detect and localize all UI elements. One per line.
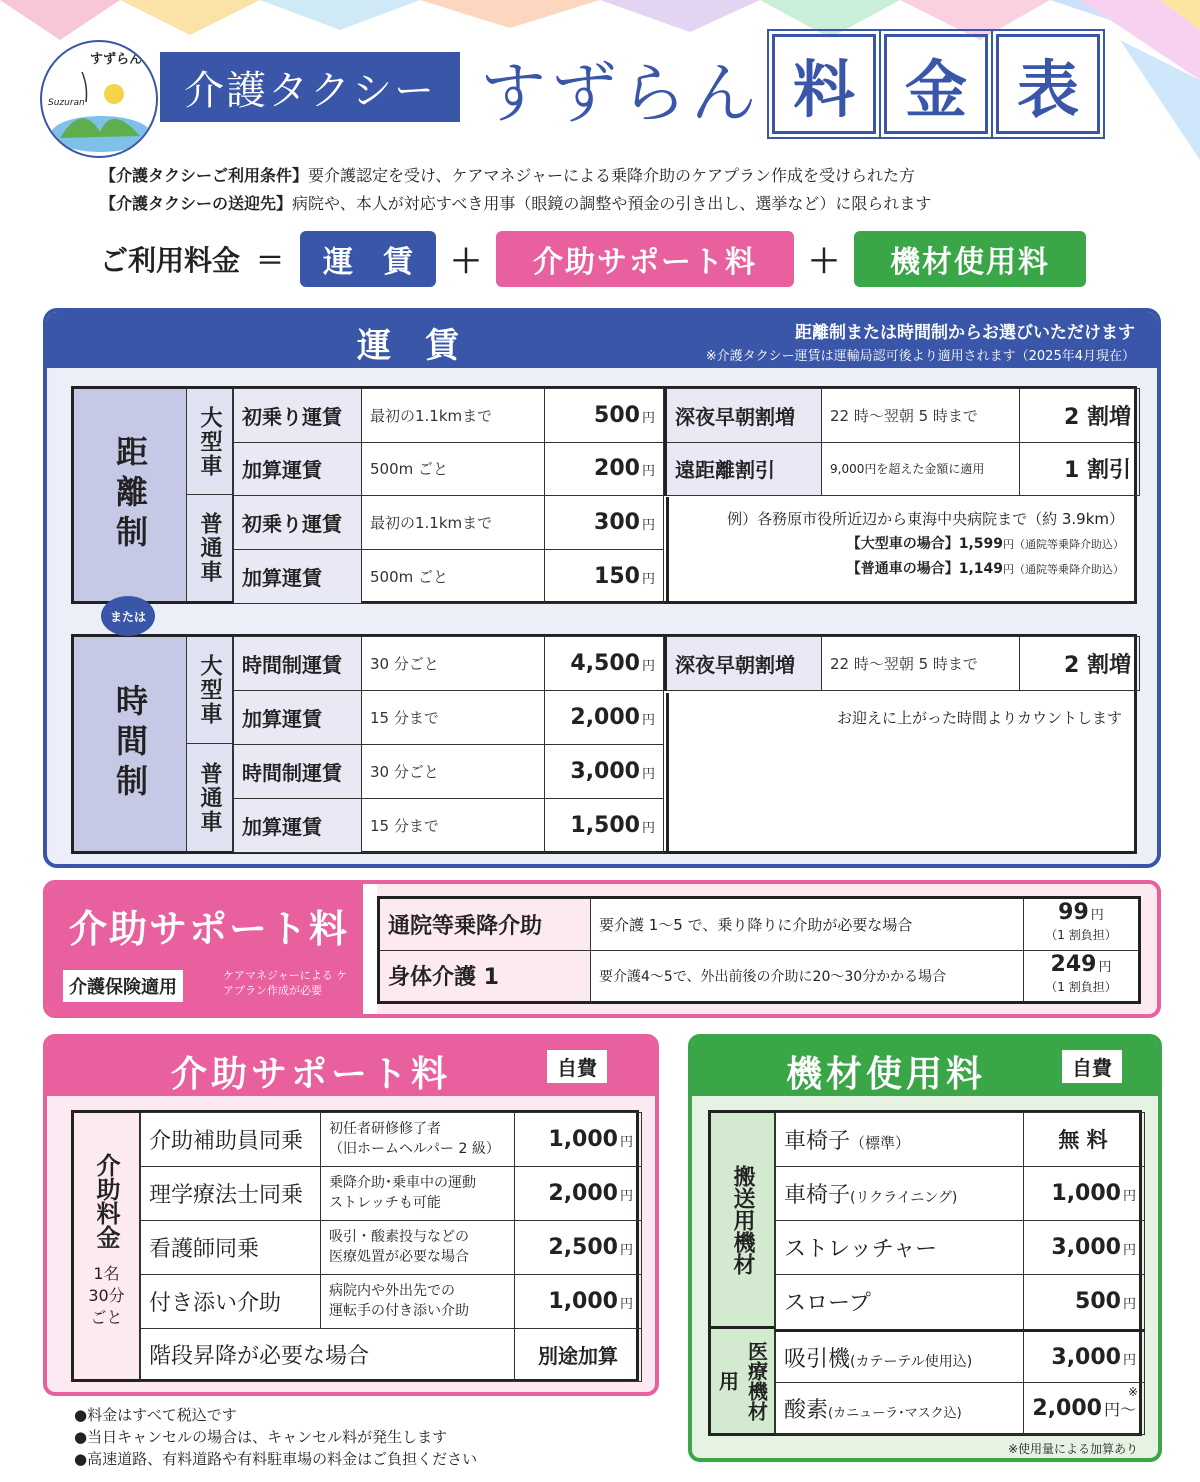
distance-label: 距離制 — [74, 389, 187, 601]
table-row — [141, 1112, 642, 1166]
equipment-rows — [775, 1112, 1145, 1330]
banner — [160, 52, 460, 122]
row-name: 車椅子（標準） — [776, 1112, 1024, 1166]
row-desc: 乗降介助･乗車中の運動 ストレッチも可能 — [321, 1166, 515, 1220]
support-insurance-section — [43, 880, 1161, 1018]
row-price: 500 円 — [1024, 1275, 1145, 1329]
row-price: 2,000 円 — [515, 1166, 642, 1220]
support-side-unit: 1名 30分 ごと — [88, 1264, 125, 1327]
logo-text: すずらん — [90, 52, 143, 67]
fare-note-2: ※介護タクシー運賃は運輸局認可後より適用されます（2025年4月現在） — [705, 349, 1135, 364]
row-price: 150 円 — [545, 549, 664, 603]
formula-support: 介助サポート料 — [496, 231, 794, 287]
row-desc: 15 分まで — [362, 690, 545, 744]
row-desc: 最初の1.1kmまで — [362, 388, 545, 442]
table-row — [141, 1328, 642, 1381]
row-name: 酸素(カニューラ･マスク込) — [776, 1383, 1024, 1435]
fee-formula — [100, 230, 1086, 288]
medical-group-label: 医療機材用 — [711, 1329, 775, 1433]
table-row — [234, 549, 664, 603]
row-desc: 500m ごと — [362, 549, 545, 603]
row-desc: 病院内や外出先での 運転手の付き添い介助 — [321, 1274, 515, 1328]
row-price: 4,500 円 — [545, 636, 664, 690]
row-name: 通院等乗降介助 — [379, 898, 591, 951]
table-row — [776, 1383, 1145, 1435]
row-value: 2 割増 — [1020, 636, 1140, 690]
row-name: 加算運賃 — [234, 442, 362, 495]
stairs-price: 別途加算 — [515, 1328, 642, 1381]
row-price: 99 円 （1 割負担） — [1024, 898, 1140, 951]
conditions — [100, 162, 931, 218]
row-price: 500 円 — [545, 388, 664, 442]
table-row — [776, 1112, 1145, 1166]
row-name: 介助補助員同乗 — [141, 1112, 321, 1166]
fare-header — [47, 312, 1157, 368]
row-desc: 要介護 1〜5 で、乗り降りに介助が必要な場合 — [591, 898, 1024, 951]
equipment-header — [692, 1038, 1158, 1096]
row-desc: 9,000円を超えた金額に適用 — [822, 442, 1020, 495]
row-desc: 500m ごと — [362, 442, 545, 495]
table-row — [234, 495, 664, 549]
table-row — [776, 1275, 1145, 1329]
table-row — [666, 636, 1140, 690]
row-name: 初乗り運賃 — [234, 388, 362, 442]
row-name: 遠距離割引 — [666, 442, 822, 495]
transport-group-label: 搬送用機材 — [711, 1113, 775, 1329]
note-line: ●当日キャンセルの場合は、キャンセル料が発生します — [74, 1428, 448, 1446]
row-name: 加算運賃 — [234, 690, 362, 744]
formula-plus: ＋ — [450, 242, 483, 280]
row-price: 3,000 円 — [1024, 1331, 1145, 1383]
row-value: 2 割増 — [1020, 388, 1140, 442]
row-price: 2,500 円 — [515, 1220, 642, 1274]
row-name: 加算運賃 — [234, 549, 362, 603]
row-value: 1 割引 — [1020, 442, 1140, 495]
row-name: 深夜早朝割増 — [666, 636, 822, 690]
distance-surcharges — [664, 388, 1140, 496]
row-name: 深夜早朝割増 — [666, 388, 822, 442]
row-price: 200 円 — [545, 442, 664, 495]
table-row — [379, 950, 1140, 1003]
condition-label: 【介護タクシーの送迎先】 — [100, 194, 293, 213]
time-label: 時間制 — [74, 637, 187, 851]
row-desc: 30 分ごと — [362, 636, 545, 690]
row-price: 249 円 （1 割負担） — [1024, 950, 1140, 1003]
row-price: 1,500 円 — [545, 798, 664, 852]
row-name: 車椅子(リクライニング) — [776, 1166, 1024, 1220]
medical-rows — [775, 1329, 1145, 1435]
normal-car-label: 普通車 — [187, 744, 233, 851]
row-price: 300 円 — [545, 495, 664, 549]
formula-fare: 運 賃 — [300, 231, 436, 287]
row-name: ストレッチャー — [776, 1221, 1024, 1275]
table-row — [234, 388, 664, 442]
row-price: 1,000 円 — [515, 1274, 642, 1328]
distance-rows — [233, 388, 664, 604]
divider — [363, 884, 377, 1014]
example-line: 【普通車の場合】1,149円（通院等乗降介助込） — [846, 561, 1124, 577]
table-row — [776, 1331, 1145, 1383]
equipment-section — [688, 1034, 1162, 1462]
formula-eq: ＝ — [256, 244, 285, 277]
normal-car-label: 普通車 — [187, 495, 233, 601]
support-self-section — [43, 1034, 659, 1396]
insurance-badge: 介護保険適用 — [63, 970, 183, 1002]
time-surcharge — [664, 636, 1140, 691]
support-self-rows — [140, 1112, 642, 1382]
row-price: 1,000 円 — [1024, 1166, 1145, 1220]
large-car-label: 大型車 — [187, 637, 233, 744]
condition-line — [100, 190, 931, 218]
support-self-title: 介助サポート料 — [171, 1054, 452, 1095]
row-desc: 初任者研修修了者 （旧ホームヘルパー 2 級） — [321, 1112, 515, 1166]
page-title — [772, 34, 1100, 134]
stairs-label: 階段昇降が必要な場合 — [141, 1328, 515, 1381]
table-row — [234, 798, 664, 852]
support-insurance-left — [47, 884, 363, 1014]
fare-example — [666, 497, 1134, 601]
row-desc: 要介護4〜5で、外出前後の介助に20〜30分かかる場合 — [591, 950, 1024, 1003]
row-name: 看護師同乗 — [141, 1220, 321, 1274]
row-price: 3,000 円 — [1024, 1221, 1145, 1275]
table-row — [379, 898, 1140, 951]
table-row — [776, 1166, 1145, 1220]
row-name: 身体介護 1 — [379, 950, 591, 1003]
condition-text: 要介護認定を受け、ケアマネジャーによる乗降介助のケアプラン作成を受けられた方 — [308, 166, 916, 185]
row-price: 3,000 円 — [545, 744, 664, 798]
table-row — [234, 744, 664, 798]
example-line: 例）各務原市役所近辺から東海中央病院まで（約 3.9km） — [727, 510, 1124, 528]
formula-equipment: 機材使用料 — [854, 231, 1086, 287]
row-name: 吸引機(カテーテル使用込) — [776, 1331, 1024, 1383]
time-rows — [233, 636, 664, 853]
distance-table — [71, 386, 1137, 604]
title-char: 金 — [884, 34, 988, 134]
row-name: スロープ — [776, 1275, 1024, 1329]
table-row — [141, 1274, 642, 1328]
row-price: ※ 2,000 円〜 — [1024, 1383, 1145, 1435]
table-row — [776, 1221, 1145, 1275]
title-char: 料 — [772, 34, 876, 134]
row-price: 1,000 円 — [515, 1112, 642, 1166]
fare-note-1: 距離制または時間制からお選びいただけます — [795, 323, 1135, 343]
table-row — [666, 388, 1140, 442]
row-name: 理学療法士同乗 — [141, 1166, 321, 1220]
footer-notes — [74, 1404, 477, 1470]
support-self-header — [47, 1038, 655, 1096]
row-desc: 最初の1.1kmまで — [362, 495, 545, 549]
support-insurance-title: 介助サポート料 — [69, 907, 350, 951]
example-line: 【大型車の場合】1,599円（通院等乗降介助込） — [846, 536, 1124, 552]
table-row — [666, 442, 1140, 495]
table-row — [234, 690, 664, 744]
equipment-table — [708, 1110, 1142, 1436]
banner-text: 介護タクシー — [184, 67, 436, 114]
support-side-label: 介助料金 1名 30分 ごと — [74, 1113, 140, 1379]
condition-text: 病院や、本人が対応すべき用事（眼鏡の調整や預金の引き出し、選挙など）に限られます — [292, 194, 932, 213]
equipment-title: 機材使用料 — [786, 1054, 987, 1095]
table-row — [141, 1220, 642, 1274]
table-row — [234, 442, 664, 495]
row-name: 時間制運賃 — [234, 636, 362, 690]
row-desc: 22 時〜翌朝 5 時まで — [822, 636, 1020, 690]
support-self-table — [71, 1110, 639, 1382]
self-pay-badge: 自費 — [1062, 1050, 1122, 1083]
fare-section — [43, 308, 1161, 868]
row-name: 付き添い介助 — [141, 1274, 321, 1328]
logo — [40, 40, 158, 158]
row-desc: 22 時〜翌朝 5 時まで — [822, 388, 1020, 442]
brand-name: すずらん — [480, 55, 761, 132]
row-name: 時間制運賃 — [234, 744, 362, 798]
title-char: 表 — [996, 34, 1100, 134]
note-line: ●高速道路、有料道路や有料駐車場の料金はご負担ください — [74, 1450, 478, 1468]
logo-subtext: Suzuran — [48, 98, 85, 108]
or-badge: または — [101, 596, 155, 636]
row-price: 2,000 円 — [545, 690, 664, 744]
row-price: 無 料 — [1024, 1112, 1145, 1166]
row-desc: 吸引・酸素投与などの 医療処置が必要な場合 — [321, 1220, 515, 1274]
table-row — [234, 636, 664, 690]
row-name: 加算運賃 — [234, 798, 362, 852]
time-table — [71, 634, 1137, 854]
large-car-label: 大型車 — [187, 389, 233, 495]
formula-lhs: ご利用料金 — [100, 244, 241, 277]
row-name: 初乗り運賃 — [234, 495, 362, 549]
equipment-footnote: ※使用量による加算あり — [1007, 1442, 1138, 1456]
self-pay-badge: 自費 — [547, 1050, 607, 1083]
row-desc: 15 分まで — [362, 798, 545, 852]
note-line: ●料金はすべて税込です — [74, 1406, 237, 1424]
table-row — [141, 1166, 642, 1220]
support-insurance-table — [377, 896, 1141, 1004]
condition-label: 【介護タクシーご利用条件】 — [100, 166, 309, 185]
condition-line — [100, 162, 931, 190]
row-desc: 30 分ごと — [362, 744, 545, 798]
time-note: お迎えに上がった時間よりカウントします — [666, 693, 1134, 851]
fare-title: 運 賃 — [357, 326, 459, 366]
formula-plus: ＋ — [808, 242, 841, 280]
insurance-badge-note: ケアマネジャーによる ケアプラン作成が必要 — [223, 969, 348, 997]
